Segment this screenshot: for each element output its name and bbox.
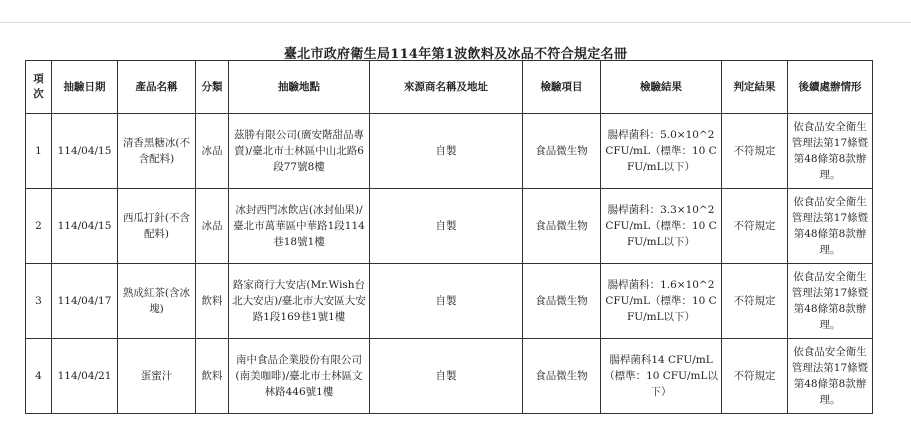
cell-followup: 依食品安全衛生管理法第17條暨第48條第8款辦理。: [788, 114, 873, 189]
page-top-divider: [0, 22, 911, 23]
header-test-result: 檢驗結果: [601, 61, 722, 114]
cell-index: 4: [26, 339, 52, 414]
cell-test-item: 食品微生物: [523, 339, 601, 414]
cell-followup: 依食品安全衛生管理法第17條暨第48條第8款辦理。: [788, 339, 873, 414]
cell-product-name: 蛋蜜汁: [118, 339, 196, 414]
table-row: [26, 189, 873, 264]
cell-test-item: 食品微生物: [523, 264, 601, 339]
cell-category: 飲料: [196, 339, 229, 414]
noncompliance-table: [25, 60, 873, 414]
cell-sample-date: 114/04/15: [52, 189, 118, 264]
cell-sample-date: 114/04/17: [52, 264, 118, 339]
cell-test-item: 食品微生物: [523, 189, 601, 264]
header-sample-date: 抽驗日期: [52, 61, 118, 114]
cell-test-result: 腸桿菌科14 CFU/mL（標準：10 CFU/mL以下）: [601, 339, 722, 414]
cell-sample-date: 114/04/15: [52, 114, 118, 189]
header-category: 分類: [196, 61, 229, 114]
cell-source: 自製: [370, 114, 523, 189]
header-followup: 後續處辦情形: [788, 61, 873, 114]
cell-judgement: 不符規定: [722, 189, 788, 264]
cell-index: 2: [26, 189, 52, 264]
cell-product-name: 西瓜打針(不含配料): [118, 189, 196, 264]
cell-test-result: 腸桿菌科：3.3×10^2 CFU/mL（標準：10 CFU/mL以下）: [601, 189, 722, 264]
cell-test-result: 腸桿菌科：1.6×10^2 CFU/mL（標準：10 CFU/mL以下）: [601, 264, 722, 339]
cell-category: 冰品: [196, 114, 229, 189]
cell-source: 自製: [370, 264, 523, 339]
cell-source: 自製: [370, 189, 523, 264]
header-product-name: 產品名稱: [118, 61, 196, 114]
cell-source: 自製: [370, 339, 523, 414]
cell-test-item: 食品微生物: [523, 114, 601, 189]
header-source: 來源商名稱及地址: [370, 61, 523, 114]
cell-category: 飲料: [196, 264, 229, 339]
header-test-item: 檢驗項目: [523, 61, 601, 114]
table-header-row: [26, 61, 873, 114]
cell-sample-location: 南中食品企業股份有限公司(南美咖啡)/臺北市士林區文林路446號1樓: [229, 339, 370, 414]
cell-followup: 依食品安全衛生管理法第17條暨第48條第8款辦理。: [788, 264, 873, 339]
cell-judgement: 不符規定: [722, 264, 788, 339]
header-sample-location: 抽驗地點: [229, 61, 370, 114]
cell-test-result: 腸桿菌科：5.0×10^2 CFU/mL（標準：10 CFU/mL以下）: [601, 114, 722, 189]
header-judgement: 判定結果: [722, 61, 788, 114]
cell-sample-location: 路家商行大安店(Mr.Wish台北大安店)/臺北市大安區大安路1段169巷1號1樓: [229, 264, 370, 339]
table-row: [26, 264, 873, 339]
cell-sample-location: 茲勝有限公司(廣安階甜品專賣)/臺北市士林區中山北路6段77號8樓: [229, 114, 370, 189]
cell-sample-date: 114/04/21: [52, 339, 118, 414]
table-row: [26, 339, 873, 414]
cell-followup: 依食品安全衛生管理法第17條暨第48條第8款辦理。: [788, 189, 873, 264]
cell-product-name: 清香黑糖冰(不含配料): [118, 114, 196, 189]
header-index: 項次: [26, 61, 52, 114]
cell-judgement: 不符規定: [722, 114, 788, 189]
cell-judgement: 不符規定: [722, 339, 788, 414]
cell-index: 3: [26, 264, 52, 339]
page-title: 臺北市政府衛生局114年第1波飲料及冰品不符合規定名冊: [283, 47, 628, 62]
cell-product-name: 熟成紅茶(含冰塊): [118, 264, 196, 339]
cell-index: 1: [26, 114, 52, 189]
cell-category: 冰品: [196, 189, 229, 264]
table-row: [26, 114, 873, 189]
cell-sample-location: 冰封西門冰飲店(冰封仙果)/臺北市萬華區中華路1段114巷18號1樓: [229, 189, 370, 264]
